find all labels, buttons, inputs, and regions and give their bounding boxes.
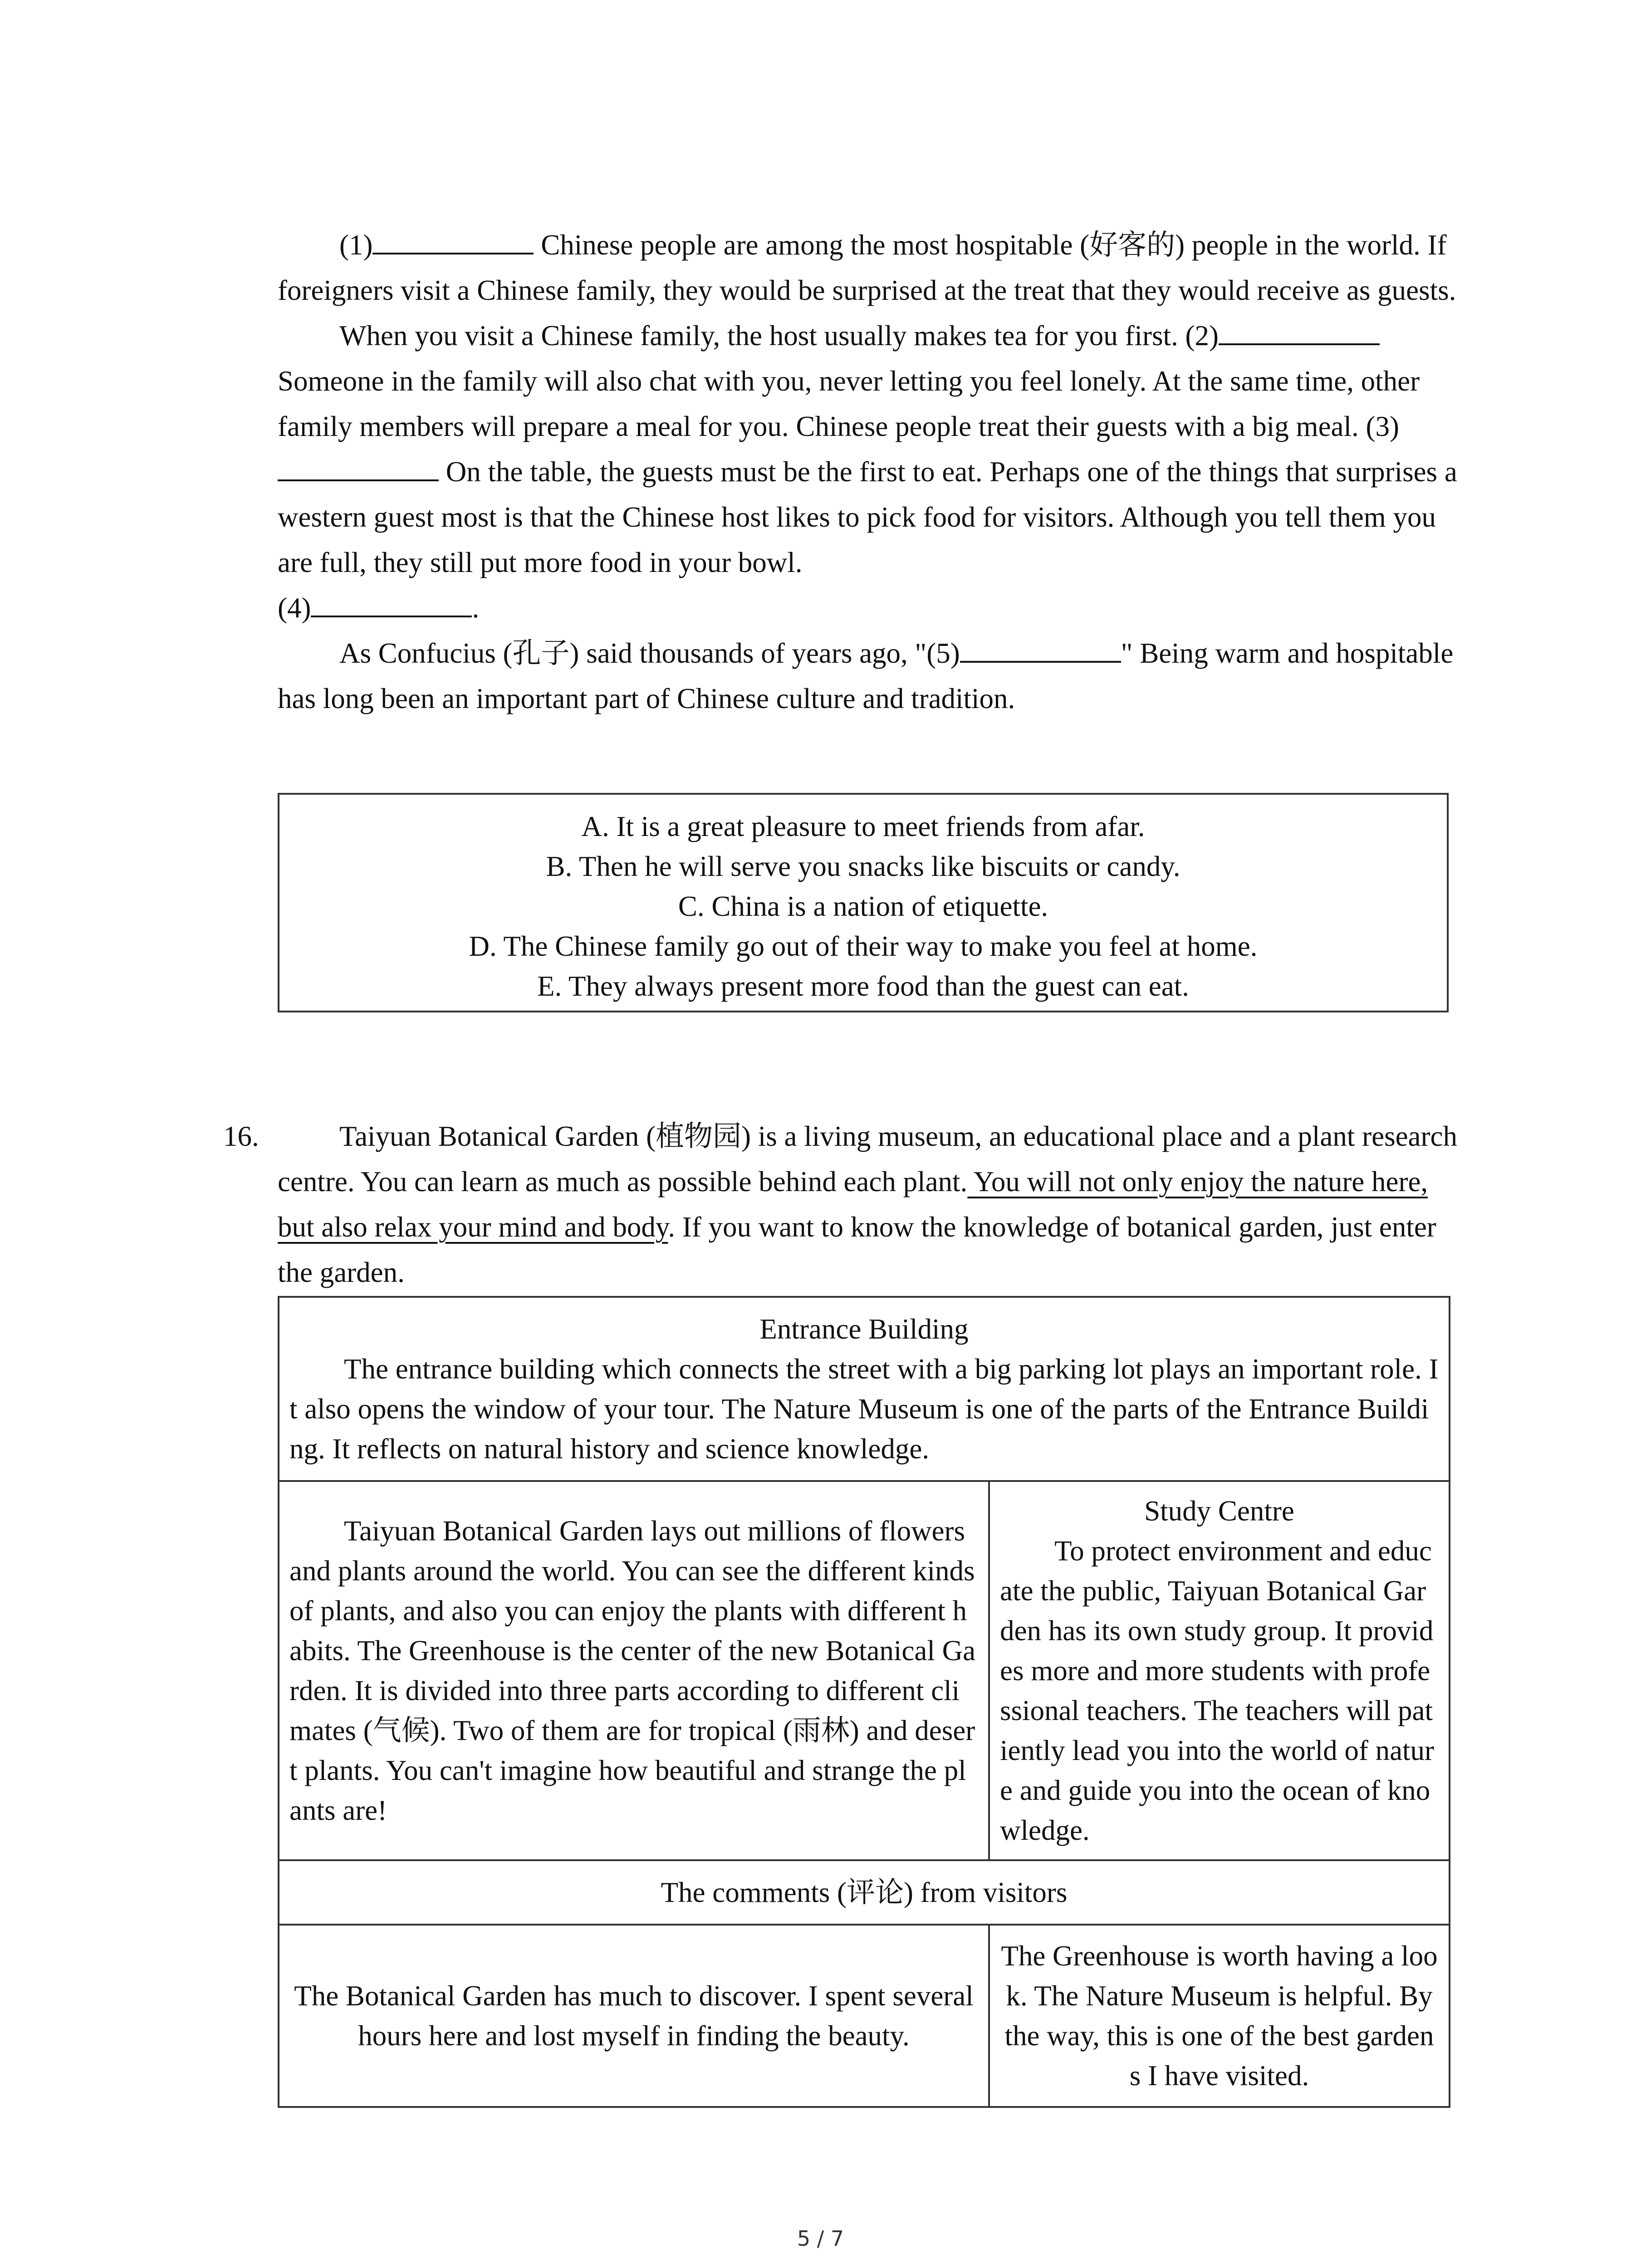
option-b: B. Then he will serve you snacks like biscuits or candy. bbox=[546, 850, 1181, 882]
intro-paragraph: Taiyuan Botanical Garden (植物园) is a living museum, an educational place and a plant research centre. You can learn as much as possible behind each plant. You will not only enjoy the nature here, but also relax your mind and body. If you want to know the knowledge of botanical garden, just enter the garden. bbox=[278, 1120, 1457, 1288]
option-e: E. They always present more food than the guest can eat. bbox=[537, 970, 1189, 1002]
blank-2[interactable] bbox=[1219, 320, 1380, 345]
garden-info-table bbox=[278, 1296, 1450, 2108]
blank-4[interactable] bbox=[311, 592, 472, 617]
greenhouse-text: Taiyuan Botanical Garden lays out millions of flowers and plants around the world. You can see the different kinds of plants, and also you can enjoy the plants with different habits. The Greenhouse is the center of the new Botanical Garden. It is divided into three parts according to different climates (气候). Two of them are for tropical (雨林) and desert plants. You can't imagine how beautiful and strange the plants are! bbox=[289, 1515, 976, 1826]
entrance-building-text: The entrance building which connects the street with a big parking lot plays an important role. It also opens the window of your tour. The Nature Museum is one of the parts of the Entrance Building. It reflects on natural history and science knowledge. bbox=[289, 1353, 1439, 1465]
page-number: 5 / 7 bbox=[797, 2226, 844, 2251]
paragraph-3: (4) . bbox=[278, 592, 480, 624]
greenhouse-cell bbox=[279, 1481, 989, 1860]
study-centre-cell bbox=[989, 1481, 1450, 1860]
paragraph-2: When you visit a Chinese family, the host usually makes tea for you first. (2) Someone in the family will also chat with you, never letting you feel lonely. At the same time, other family members will prepare a meal for you. Chinese people treat their guests with a big meal. (3) On the table, the guests must be the first to eat. Perhaps one of the things that surprises a western guest most is that the Chinese host likes to pick food for visitors. Although you tell them you are full, they still put more food in your bowl. bbox=[278, 320, 1457, 578]
comment-right: The Greenhouse is worth having a look. The Nature Museum is helpful. By the way, this is one of the best gardens I have visited. bbox=[989, 1925, 1450, 2107]
option-c: C. China is a nation of etiquette. bbox=[678, 890, 1048, 922]
entrance-building-cell bbox=[279, 1297, 1450, 1481]
blank-label-1: (1) bbox=[339, 229, 373, 261]
underlined-sentence: You will not only enjoy the nature here, but also relax your mind and body bbox=[278, 1166, 1428, 1243]
blank-5[interactable] bbox=[960, 637, 1121, 663]
study-centre-title: Study Centre bbox=[1144, 1495, 1294, 1527]
blank-1[interactable] bbox=[372, 229, 534, 254]
reading-passage-15 bbox=[278, 222, 1457, 721]
paragraph-1: (1) Chinese people are among the most hospitable (好客的) people in the world. If foreigners visit a Chinese family, they would be surprised at the treat that they would receive as guests. bbox=[278, 229, 1456, 306]
option-a: A. It is a great pleasure to meet friends from afar. bbox=[581, 811, 1145, 842]
blank-label-4: (4) bbox=[278, 592, 311, 624]
study-centre-text: To protect environment and educate the public, Taiyuan Botanical Garden has its own study group. It provides more and more students with professional teachers. The teachers will patiently lead you into the world of nature and guide you into the ocean of knowledge. bbox=[1000, 1535, 1435, 1846]
comments-header: The comments (评论) from visitors bbox=[279, 1860, 1450, 1925]
blank-3[interactable] bbox=[278, 456, 439, 481]
paragraph-4: As Confucius (孔子) said thousands of years ago, "(5) " Being warm and hospitable has long been an important part of Chinese culture and tradition. bbox=[278, 637, 1454, 714]
comment-left: The Botanical Garden has much to discover. I spent several hours here and lost myself in finding the beauty. bbox=[279, 1925, 989, 2107]
entrance-building-title: Entrance Building bbox=[759, 1313, 969, 1345]
reading-passage-16 bbox=[223, 1114, 1457, 1295]
options-box bbox=[278, 793, 1449, 1012]
option-d: D. The Chinese family go out of their way to make you feel at home. bbox=[469, 930, 1258, 962]
question-number: 16. bbox=[223, 1120, 259, 1152]
